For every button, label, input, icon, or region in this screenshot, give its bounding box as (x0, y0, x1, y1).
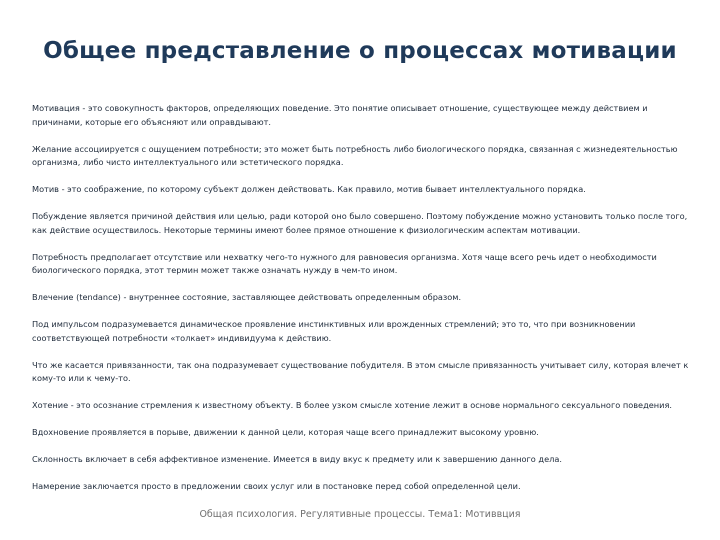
paragraph-intention: Намерение заключается просто в предложении своих услуг или в постановке перед собой определенной цели. (32, 481, 521, 492)
paragraph-wanting: Хотение - это осознание стремления к известному объекту. В более узком смысле хотение лежит в основе нормального сексуального поведения. (32, 400, 672, 411)
paragraph-attachment: Что же касается привязанности, так она подразумевает существование побудителя. В этом смысле привязанность учитывает силу, которая влечет к кому-то или к чему-то. (32, 359, 689, 384)
paragraph-impulse: Под импульсом подразумевается динамическое проявление инстинктивных или врожденных стремлений; это то, что при возникновении соответствующей потребности «толкает» индивидуума к действию. (32, 319, 636, 343)
slide-title: Общее представление о процессах мотивации (43, 38, 677, 64)
paragraph-incentive: Побуждение является причиной действия или целью, ради которой оно было совершено. Поэтому побуждение можно установить только после того, как действие осуществилось. Некоторые термины имеют более прямое отношение к физиологическим аспектам мотивации. (32, 211, 688, 235)
paragraph-desire: Желание ассоциируется с ощущением потребности; это может быть потребность либо биологического порядка, связанная с жизнедеятельностью организма, либо чисто интеллектуального или эстетического порядка. (32, 143, 678, 168)
slide-footer: Общая психология. Регулятивные процессы. Тема1: Мотиввция (199, 509, 521, 520)
paragraph-inclination: Склонность включает в себя аффективное изменение. Имеется в виду вкус к предмету или к завершению данного дела. (32, 454, 562, 465)
paragraph-need: Потребность предполагает отсутствие или нехватку чего-то нужного для равновесия организма. Хотя чаще всего речь идет о необходимости биологического порядка, этот термин может также означать нужду в чем-то ином. (32, 251, 657, 276)
paragraph-motivation: Мотивация - это совокупность факторов, определяющих поведение. Это понятие описывает отношение, существующее между действием и причинами, которые его объясняют или оправдывают. (32, 103, 648, 127)
paragraph-tendency: Влечение (tendance) - внутреннее состояние, заставляющее действовать определенным образом. (32, 292, 462, 303)
paragraph-motive: Мотив - это соображение, по которому субъект должен действовать. Как правило, мотив бывает интеллектуального порядка. (32, 184, 586, 195)
paragraph-inspiration: Вдохновение проявляется в порыве, движении к данной цели, которая чаще всего принадлежит высокому уровню. (32, 427, 539, 438)
slide-body (32, 102, 694, 507)
